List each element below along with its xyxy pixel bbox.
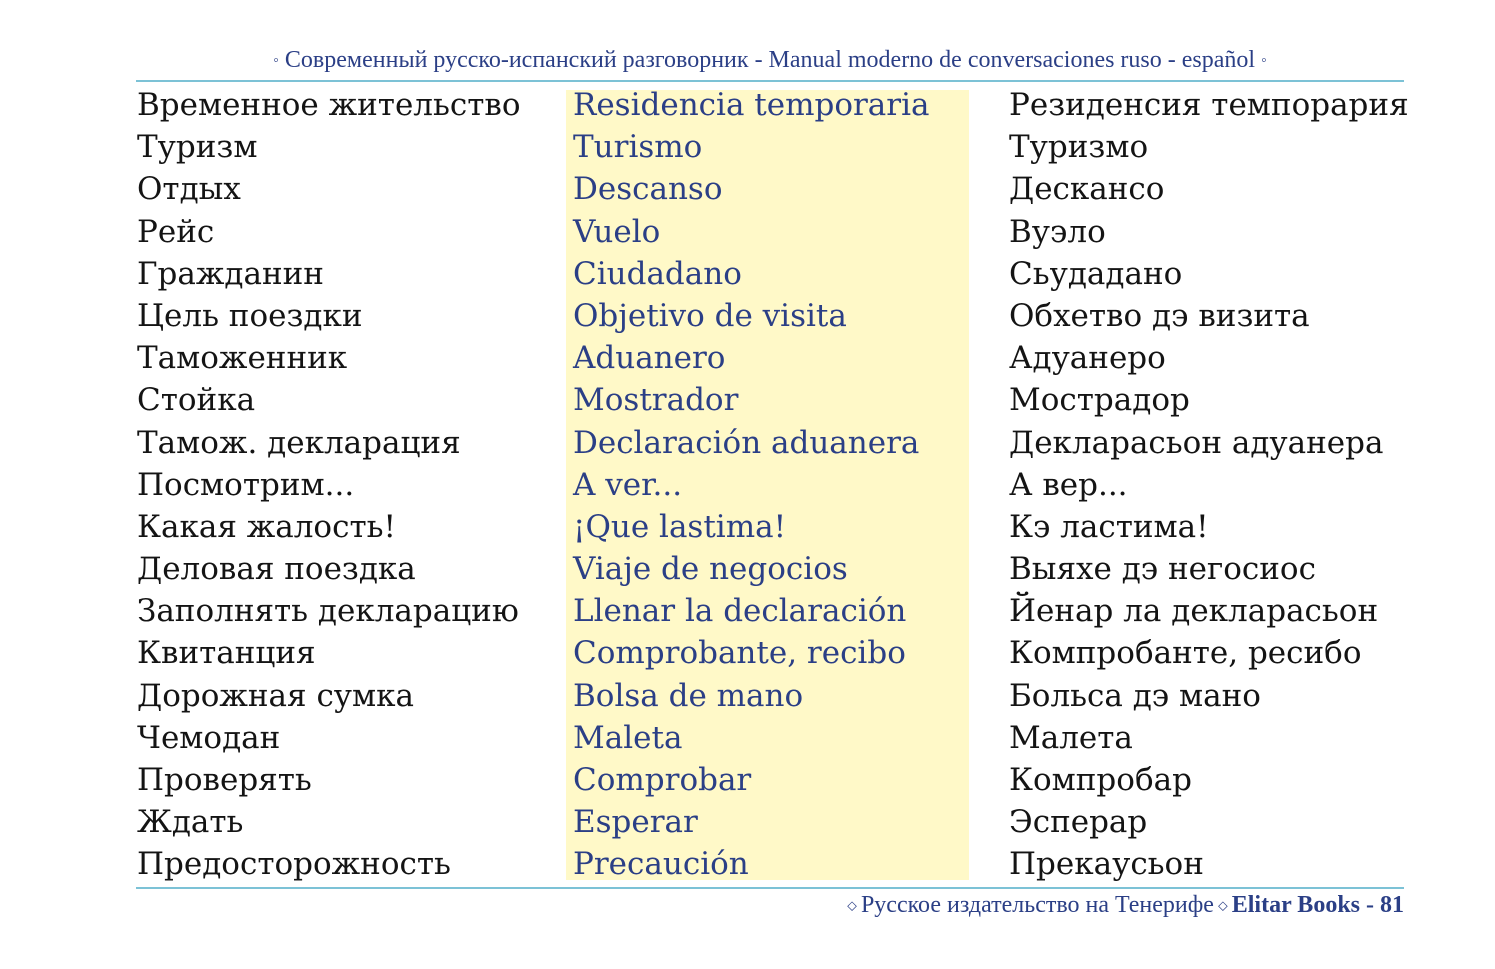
phrase-row xyxy=(0,506,1495,548)
diamond-icon: ◦ xyxy=(1261,52,1267,69)
phrase-row xyxy=(0,84,1495,126)
russian-phrase: Квитанция xyxy=(137,635,316,672)
transliteration: Резиденсия темпорария xyxy=(1009,87,1409,123)
russian-phrase: Проверять xyxy=(137,762,312,798)
phrase-row xyxy=(0,126,1495,168)
spanish-phrase: A ver... xyxy=(573,466,683,503)
russian-phrase: Чемодан xyxy=(137,719,281,756)
page-header xyxy=(136,44,1404,80)
phrase-row xyxy=(0,295,1495,337)
spanish-phrase: Ciudadano xyxy=(573,255,742,292)
phrase-row xyxy=(0,590,1495,632)
spanish-phrase: Descanso xyxy=(573,171,723,208)
transliteration: Обхетво дэ визита xyxy=(1009,297,1310,334)
spanish-phrase: Vuelo xyxy=(573,213,661,250)
phrase-row xyxy=(0,675,1495,717)
russian-phrase: Цель поездки xyxy=(137,297,363,334)
spanish-phrase: Viaje de negocios xyxy=(573,551,848,588)
phrase-row xyxy=(0,379,1495,421)
transliteration: Вуэло xyxy=(1009,213,1106,250)
phrase-row xyxy=(0,801,1495,843)
russian-phrase: Таможенник xyxy=(137,340,348,377)
phrase-row xyxy=(0,717,1495,759)
transliteration: Малета xyxy=(1009,719,1133,756)
spanish-phrase: Turismo xyxy=(573,129,703,166)
russian-phrase: Стойка xyxy=(137,382,256,419)
phrase-row xyxy=(0,632,1495,674)
russian-phrase: Отдых xyxy=(137,171,241,208)
transliteration: А вер... xyxy=(1009,466,1128,503)
page-footer xyxy=(843,889,1404,923)
spanish-phrase: Maleta xyxy=(573,719,683,756)
transliteration: Йенар ла декларасьон xyxy=(1009,593,1379,630)
phrase-row xyxy=(0,548,1495,590)
spanish-phrase: Comprobante, recibo xyxy=(573,635,906,672)
phrase-table xyxy=(0,84,1495,886)
spanish-phrase: Declaración aduanera xyxy=(573,424,920,461)
russian-phrase: Предосторожность xyxy=(137,846,451,883)
header-title: Современный русско-испанский разговорник - Manual moderno de conversaciones ruso - español xyxy=(284,47,1256,73)
transliteration: Сьудадано xyxy=(1009,255,1183,292)
russian-phrase: Дорожная сумка xyxy=(137,677,415,714)
spanish-phrase: ¡Que lastima! xyxy=(573,508,787,545)
diamond-icon: ⬦ xyxy=(847,899,857,914)
spanish-phrase: Residencia temporaria xyxy=(573,87,930,123)
russian-phrase: Какая жалость! xyxy=(137,508,396,545)
transliteration: Компробанте, ресибо xyxy=(1009,635,1362,672)
russian-phrase: Заполнять декларацию xyxy=(137,593,519,630)
phrase-row xyxy=(0,253,1495,295)
diamond-icon: ⬦ xyxy=(1217,899,1228,914)
transliteration: Туризмо xyxy=(1009,129,1149,166)
spanish-phrase: Comprobar xyxy=(573,762,752,798)
spanish-phrase: Precaución xyxy=(573,846,749,883)
transliteration: Декларасьон адуанера xyxy=(1009,424,1384,461)
phrase-row xyxy=(0,168,1495,210)
diamond-icon: ◦ xyxy=(273,52,279,69)
transliteration: Мострадор xyxy=(1009,382,1190,419)
spanish-phrase: Esperar xyxy=(573,804,698,841)
footer-publisher: Русское издательство на Тенерифе xyxy=(860,892,1214,918)
spanish-phrase: Aduanero xyxy=(573,340,726,377)
phrase-row xyxy=(0,843,1495,885)
transliteration: Компробар xyxy=(1009,762,1192,798)
transliteration: Больса дэ мано xyxy=(1009,677,1261,714)
transliteration: Дескансо xyxy=(1009,171,1165,208)
transliteration: Адуанеро xyxy=(1009,340,1166,377)
transliteration: Прекаусьон xyxy=(1009,846,1204,883)
phrase-row xyxy=(0,422,1495,464)
phrase-row xyxy=(0,464,1495,506)
russian-phrase: Ждать xyxy=(137,804,244,841)
footer-brand-page: Elitar Books - 81 xyxy=(1231,892,1404,918)
phrase-row xyxy=(0,211,1495,253)
russian-phrase: Посмотрим... xyxy=(137,466,355,503)
russian-phrase: Тамож. декларация xyxy=(137,424,461,461)
russian-phrase: Туризм xyxy=(137,129,258,166)
spanish-phrase: Mostrador xyxy=(573,382,739,419)
russian-phrase: Рейс xyxy=(137,213,215,250)
spanish-phrase: Llenar la declaración xyxy=(573,593,907,630)
transliteration: Эсперар xyxy=(1009,804,1148,841)
phrase-row xyxy=(0,337,1495,379)
spanish-phrase: Bolsa de mano xyxy=(573,677,804,714)
transliteration: Выяхе дэ негосиос xyxy=(1009,551,1316,588)
spanish-phrase: Objetivo de visita xyxy=(573,297,847,334)
header-divider xyxy=(136,80,1404,82)
phrase-row xyxy=(0,759,1495,801)
russian-phrase: Временное жительство xyxy=(137,87,521,123)
russian-phrase: Гражданин xyxy=(137,255,324,292)
russian-phrase: Деловая поездка xyxy=(137,551,416,588)
transliteration: Кэ ластима! xyxy=(1009,508,1209,545)
